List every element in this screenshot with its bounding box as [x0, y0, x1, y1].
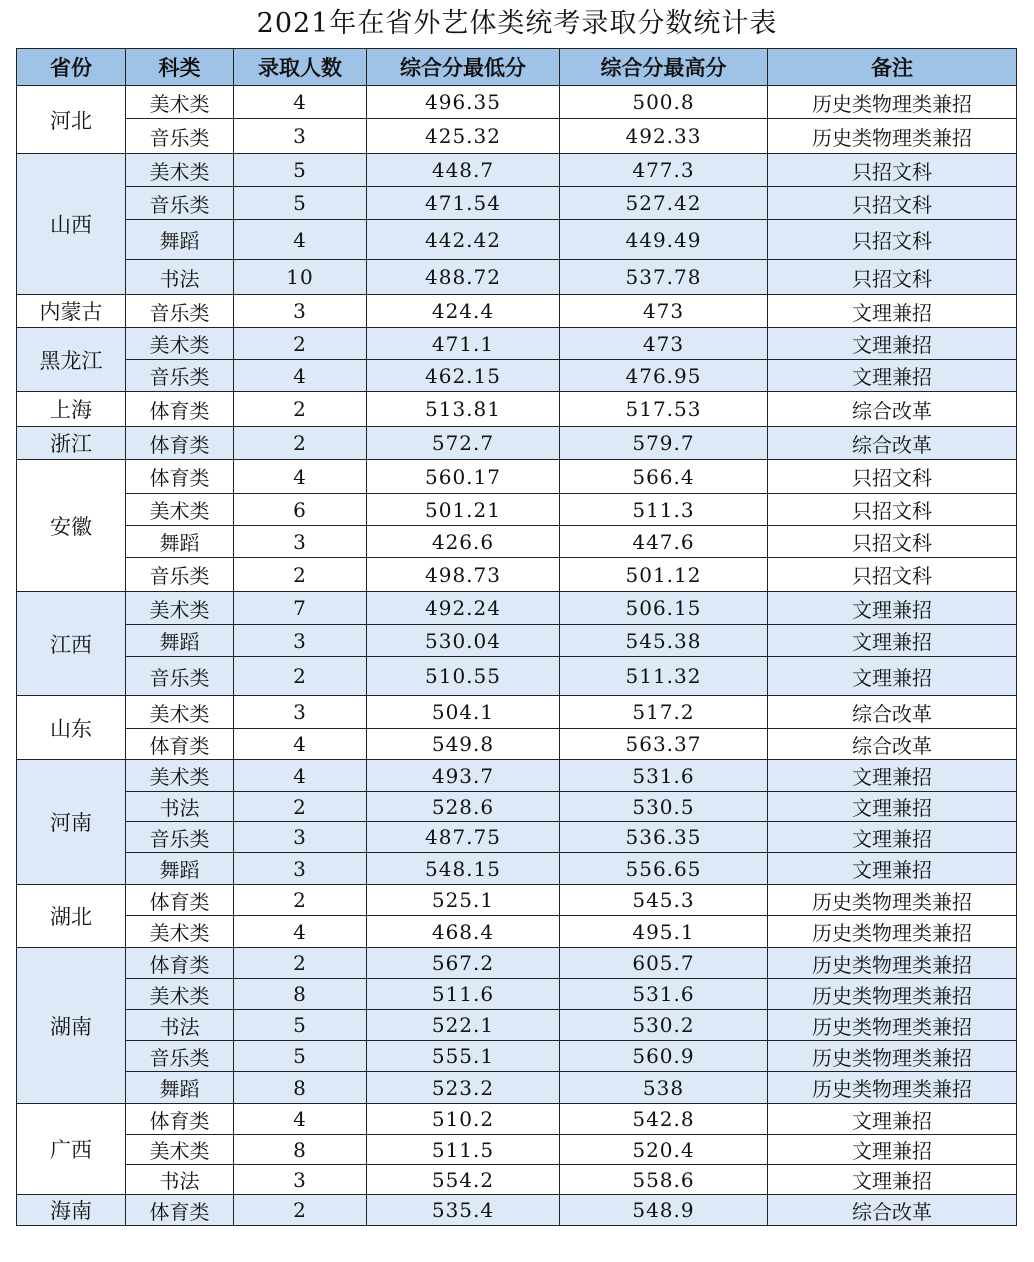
- cell-min-score: 492.24: [367, 592, 560, 625]
- cell-max-score: 520.4: [560, 1135, 768, 1165]
- cell-max-score: 492.33: [560, 119, 768, 154]
- table-row: [17, 1135, 1017, 1165]
- cell-note: 综合改革: [768, 696, 1017, 729]
- cell-max-score: 605.7: [560, 948, 768, 979]
- table-row: [17, 916, 1017, 948]
- cell-note: 只招文科: [768, 260, 1017, 295]
- cell-count: 3: [234, 853, 367, 885]
- cell-note: 文理兼招: [768, 822, 1017, 853]
- cell-category: 体育类: [126, 729, 234, 760]
- cell-note: 文理兼招: [768, 1165, 1017, 1195]
- cell-min-score: 535.4: [367, 1195, 560, 1226]
- cell-category: 美术类: [126, 916, 234, 948]
- cell-max-score: 517.53: [560, 392, 768, 427]
- cell-category: 音乐类: [126, 1041, 234, 1072]
- cell-note: 历史类物理类兼招: [768, 885, 1017, 916]
- cell-note: 文理兼招: [768, 295, 1017, 328]
- cell-min-score: 426.6: [367, 526, 560, 558]
- cell-count: 5: [234, 154, 367, 187]
- cell-note: 文理兼招: [768, 592, 1017, 625]
- cell-note: 综合改革: [768, 392, 1017, 427]
- cell-max-score: 542.8: [560, 1104, 768, 1135]
- cell-note: 只招文科: [768, 494, 1017, 526]
- cell-min-score: 548.15: [367, 853, 560, 885]
- header-row: [17, 49, 1017, 86]
- table-row: [17, 119, 1017, 154]
- cell-category: 书法: [126, 260, 234, 295]
- cell-count: 10: [234, 260, 367, 295]
- cell-max-score: 579.7: [560, 427, 768, 460]
- cell-min-score: 567.2: [367, 948, 560, 979]
- cell-count: 4: [234, 460, 367, 494]
- cell-max-score: 531.6: [560, 979, 768, 1010]
- cell-max-score: 556.65: [560, 853, 768, 885]
- cell-max-score: 530.5: [560, 792, 768, 822]
- header-max-score: 综合分最高分: [560, 49, 768, 86]
- cell-count: 2: [234, 427, 367, 460]
- cell-category: 美术类: [126, 328, 234, 360]
- table-row: [17, 979, 1017, 1010]
- cell-max-score: 566.4: [560, 460, 768, 494]
- cell-note: 文理兼招: [768, 853, 1017, 885]
- cell-count: 4: [234, 1104, 367, 1135]
- cell-province: 山东: [17, 696, 126, 760]
- cell-note: 综合改革: [768, 1195, 1017, 1226]
- table-row: [17, 948, 1017, 979]
- header-province: 省份: [17, 49, 126, 86]
- cell-min-score: 525.1: [367, 885, 560, 916]
- cell-category: 音乐类: [126, 119, 234, 154]
- table-row: [17, 460, 1017, 494]
- cell-province: 河南: [17, 760, 126, 885]
- cell-count: 3: [234, 526, 367, 558]
- cell-category: 音乐类: [126, 295, 234, 328]
- cell-note: 只招文科: [768, 220, 1017, 260]
- cell-note: 文理兼招: [768, 1135, 1017, 1165]
- cell-category: 书法: [126, 792, 234, 822]
- table-row: [17, 1104, 1017, 1135]
- table-row: [17, 494, 1017, 526]
- cell-min-score: 554.2: [367, 1165, 560, 1195]
- table-row: [17, 592, 1017, 625]
- cell-province: 湖南: [17, 948, 126, 1104]
- cell-category: 音乐类: [126, 187, 234, 220]
- cell-count: 2: [234, 392, 367, 427]
- table-row: [17, 187, 1017, 220]
- cell-count: 3: [234, 822, 367, 853]
- header-min-score: 综合分最低分: [367, 49, 560, 86]
- cell-max-score: 506.15: [560, 592, 768, 625]
- cell-min-score: 572.7: [367, 427, 560, 460]
- table-row: [17, 760, 1017, 792]
- table-row: [17, 729, 1017, 760]
- cell-min-score: 511.6: [367, 979, 560, 1010]
- cell-count: 4: [234, 360, 367, 392]
- cell-count: 8: [234, 1135, 367, 1165]
- cell-max-score: 536.35: [560, 822, 768, 853]
- cell-category: 舞蹈: [126, 625, 234, 657]
- cell-category: 音乐类: [126, 822, 234, 853]
- cell-note: 文理兼招: [768, 760, 1017, 792]
- cell-count: 2: [234, 328, 367, 360]
- cell-category: 体育类: [126, 948, 234, 979]
- cell-min-score: 510.2: [367, 1104, 560, 1135]
- cell-note: 文理兼招: [768, 360, 1017, 392]
- cell-category: 美术类: [126, 979, 234, 1010]
- cell-min-score: 462.15: [367, 360, 560, 392]
- cell-max-score: 511.32: [560, 657, 768, 696]
- cell-category: 音乐类: [126, 360, 234, 392]
- header-category: 科类: [126, 49, 234, 86]
- cell-min-score: 487.75: [367, 822, 560, 853]
- cell-note: 历史类物理类兼招: [768, 979, 1017, 1010]
- cell-category: 体育类: [126, 392, 234, 427]
- table-row: [17, 360, 1017, 392]
- cell-min-score: 530.04: [367, 625, 560, 657]
- cell-min-score: 488.72: [367, 260, 560, 295]
- cell-category: 美术类: [126, 760, 234, 792]
- cell-min-score: 555.1: [367, 1041, 560, 1072]
- table-row: [17, 220, 1017, 260]
- cell-note: 历史类物理类兼招: [768, 86, 1017, 119]
- cell-note: 文理兼招: [768, 792, 1017, 822]
- cell-note: 综合改革: [768, 729, 1017, 760]
- header-note: 备注: [768, 49, 1017, 86]
- cell-category: 美术类: [126, 86, 234, 119]
- cell-count: 2: [234, 885, 367, 916]
- cell-count: 5: [234, 1010, 367, 1041]
- table-row: [17, 1072, 1017, 1104]
- cell-max-score: 495.1: [560, 916, 768, 948]
- cell-province: 河北: [17, 86, 126, 154]
- table-row: [17, 427, 1017, 460]
- cell-min-score: 425.32: [367, 119, 560, 154]
- cell-province: 浙江: [17, 427, 126, 460]
- cell-province: 江西: [17, 592, 126, 696]
- table-row: [17, 1010, 1017, 1041]
- table-row: [17, 822, 1017, 853]
- cell-category: 体育类: [126, 1104, 234, 1135]
- cell-max-score: 548.9: [560, 1195, 768, 1226]
- cell-note: 历史类物理类兼招: [768, 948, 1017, 979]
- table-body: [17, 86, 1017, 1226]
- cell-note: 只招文科: [768, 526, 1017, 558]
- cell-note: 只招文科: [768, 460, 1017, 494]
- cell-min-score: 448.7: [367, 154, 560, 187]
- cell-max-score: 545.3: [560, 885, 768, 916]
- cell-note: 历史类物理类兼招: [768, 119, 1017, 154]
- cell-max-score: 447.6: [560, 526, 768, 558]
- cell-count: 8: [234, 1072, 367, 1104]
- table-row: [17, 792, 1017, 822]
- cell-min-score: 493.7: [367, 760, 560, 792]
- cell-min-score: 523.2: [367, 1072, 560, 1104]
- cell-min-score: 471.1: [367, 328, 560, 360]
- table-row: [17, 1165, 1017, 1195]
- cell-category: 美术类: [126, 696, 234, 729]
- cell-category: 书法: [126, 1165, 234, 1195]
- cell-category: 体育类: [126, 460, 234, 494]
- cell-note: 历史类物理类兼招: [768, 1072, 1017, 1104]
- cell-count: 2: [234, 948, 367, 979]
- cell-category: 舞蹈: [126, 220, 234, 260]
- cell-count: 2: [234, 792, 367, 822]
- cell-max-score: 449.49: [560, 220, 768, 260]
- cell-max-score: 560.9: [560, 1041, 768, 1072]
- admission-score-table: [16, 48, 1017, 1226]
- table-row: [17, 328, 1017, 360]
- cell-min-score: 471.54: [367, 187, 560, 220]
- cell-max-score: 473: [560, 328, 768, 360]
- table-row: [17, 260, 1017, 295]
- cell-note: 历史类物理类兼招: [768, 1041, 1017, 1072]
- cell-max-score: 473: [560, 295, 768, 328]
- cell-category: 舞蹈: [126, 1072, 234, 1104]
- cell-min-score: 501.21: [367, 494, 560, 526]
- table-row: [17, 1041, 1017, 1072]
- table-row: [17, 392, 1017, 427]
- cell-note: 历史类物理类兼招: [768, 1010, 1017, 1041]
- cell-max-score: 563.37: [560, 729, 768, 760]
- cell-note: 文理兼招: [768, 625, 1017, 657]
- cell-count: 2: [234, 558, 367, 592]
- cell-count: 3: [234, 1165, 367, 1195]
- cell-max-score: 537.78: [560, 260, 768, 295]
- cell-count: 5: [234, 187, 367, 220]
- cell-max-score: 530.2: [560, 1010, 768, 1041]
- cell-count: 3: [234, 119, 367, 154]
- cell-note: 文理兼招: [768, 657, 1017, 696]
- cell-max-score: 476.95: [560, 360, 768, 392]
- cell-count: 4: [234, 86, 367, 119]
- cell-min-score: 442.42: [367, 220, 560, 260]
- cell-note: 综合改革: [768, 427, 1017, 460]
- cell-category: 音乐类: [126, 558, 234, 592]
- cell-min-score: 528.6: [367, 792, 560, 822]
- cell-max-score: 500.8: [560, 86, 768, 119]
- cell-min-score: 510.55: [367, 657, 560, 696]
- table-row: [17, 696, 1017, 729]
- cell-category: 美术类: [126, 494, 234, 526]
- table-row: [17, 526, 1017, 558]
- cell-count: 6: [234, 494, 367, 526]
- cell-max-score: 517.2: [560, 696, 768, 729]
- cell-count: 2: [234, 1195, 367, 1226]
- cell-min-score: 498.73: [367, 558, 560, 592]
- table-row: [17, 657, 1017, 696]
- cell-note: 文理兼招: [768, 328, 1017, 360]
- cell-category: 美术类: [126, 1135, 234, 1165]
- cell-note: 只招文科: [768, 558, 1017, 592]
- cell-province: 安徽: [17, 460, 126, 592]
- table-row: [17, 853, 1017, 885]
- cell-category: 体育类: [126, 885, 234, 916]
- cell-count: 4: [234, 916, 367, 948]
- cell-province: 海南: [17, 1195, 126, 1226]
- cell-count: 8: [234, 979, 367, 1010]
- cell-max-score: 477.3: [560, 154, 768, 187]
- cell-province: 湖北: [17, 885, 126, 948]
- cell-min-score: 513.81: [367, 392, 560, 427]
- cell-max-score: 511.3: [560, 494, 768, 526]
- cell-min-score: 560.17: [367, 460, 560, 494]
- cell-note: 只招文科: [768, 154, 1017, 187]
- cell-min-score: 522.1: [367, 1010, 560, 1041]
- cell-min-score: 468.4: [367, 916, 560, 948]
- cell-max-score: 527.42: [560, 187, 768, 220]
- cell-count: 7: [234, 592, 367, 625]
- table-row: [17, 154, 1017, 187]
- table-row: [17, 295, 1017, 328]
- cell-province: 黑龙江: [17, 328, 126, 392]
- cell-count: 2: [234, 657, 367, 696]
- cell-max-score: 538: [560, 1072, 768, 1104]
- table-row: [17, 625, 1017, 657]
- table-row: [17, 558, 1017, 592]
- cell-count: 3: [234, 696, 367, 729]
- cell-category: 书法: [126, 1010, 234, 1041]
- cell-count: 4: [234, 220, 367, 260]
- cell-category: 体育类: [126, 427, 234, 460]
- cell-max-score: 558.6: [560, 1165, 768, 1195]
- header-count: 录取人数: [234, 49, 367, 86]
- cell-count: 4: [234, 760, 367, 792]
- cell-min-score: 504.1: [367, 696, 560, 729]
- table-row: [17, 86, 1017, 119]
- cell-note: 历史类物理类兼招: [768, 916, 1017, 948]
- cell-max-score: 531.6: [560, 760, 768, 792]
- cell-province: 上海: [17, 392, 126, 427]
- cell-category: 美术类: [126, 154, 234, 187]
- cell-min-score: 424.4: [367, 295, 560, 328]
- table-row: [17, 885, 1017, 916]
- cell-province: 山西: [17, 154, 126, 295]
- cell-min-score: 496.35: [367, 86, 560, 119]
- table-row: [17, 1195, 1017, 1226]
- cell-count: 5: [234, 1041, 367, 1072]
- cell-province: 广西: [17, 1104, 126, 1195]
- cell-category: 美术类: [126, 592, 234, 625]
- page-title: 2021年在省外艺体类统考录取分数统计表: [256, 8, 778, 39]
- cell-category: 舞蹈: [126, 853, 234, 885]
- cell-category: 体育类: [126, 1195, 234, 1226]
- cell-max-score: 545.38: [560, 625, 768, 657]
- cell-province: 内蒙古: [17, 295, 126, 328]
- cell-min-score: 549.8: [367, 729, 560, 760]
- cell-min-score: 511.5: [367, 1135, 560, 1165]
- cell-category: 舞蹈: [126, 526, 234, 558]
- cell-note: 只招文科: [768, 187, 1017, 220]
- cell-count: 3: [234, 625, 367, 657]
- cell-category: 音乐类: [126, 657, 234, 696]
- cell-count: 3: [234, 295, 367, 328]
- cell-note: 文理兼招: [768, 1104, 1017, 1135]
- cell-count: 4: [234, 729, 367, 760]
- cell-max-score: 501.12: [560, 558, 768, 592]
